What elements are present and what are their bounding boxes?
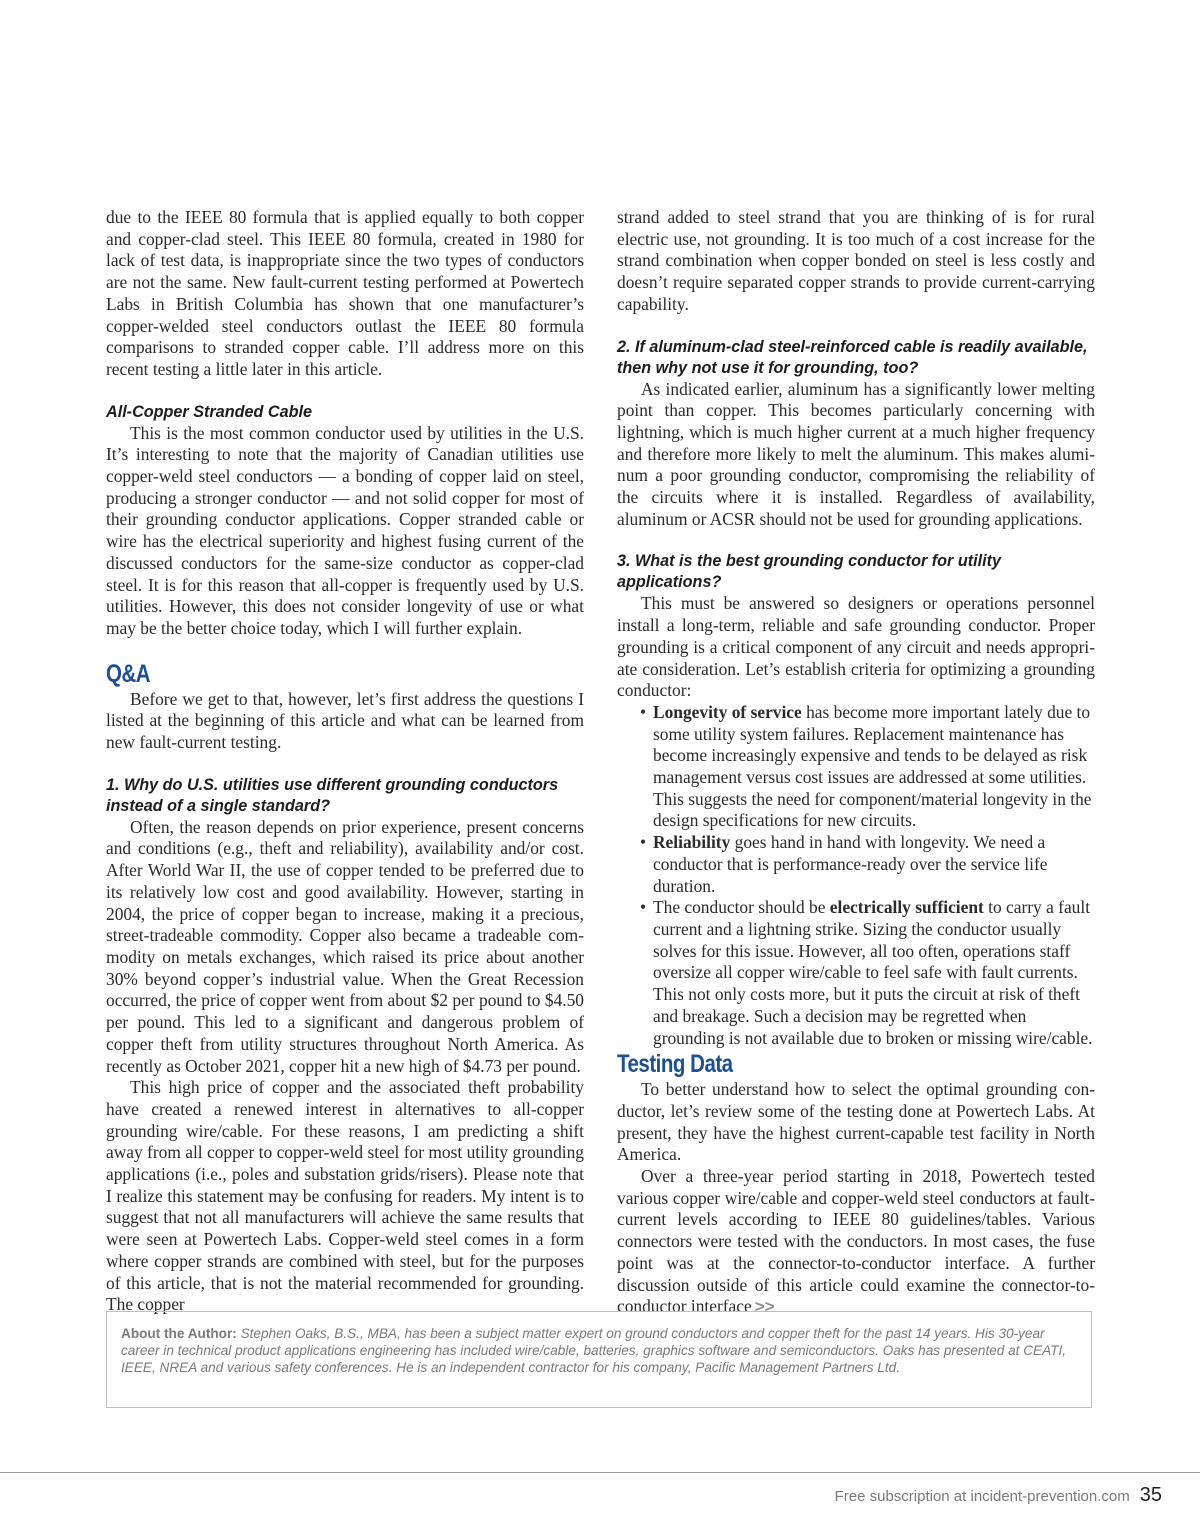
section-heading-testing-data: Testing Data (617, 1050, 733, 1079)
bullet-icon: • (640, 897, 647, 918)
left-column (106, 207, 584, 1316)
question-2-heading: 2. If aluminum-clad steel-reinforced cable is readily available, then why not use it for grounding, too? (617, 337, 1088, 377)
bullet-bold-term: electrically sufficient (829, 897, 984, 918)
body-paragraph: Over a three-year period starting in 2018, Powertech tested various copper wire/cable and copper-weld steel conductors at fault-current levels according to IEEE 80 guidelines/tables. Various connectors were tested with the conductors. In most cases, the fuse point was at the connector-to-conductor interface. A further discussion outside of this article could examine the connector-to-conductor interface >> (617, 1166, 1095, 1317)
bullet-item-reliability: • Reliability goes hand in hand with longevity. We need a conductor that is performance-ready over the service life duration. (640, 832, 1048, 896)
body-paragraph: Before we get to that, however, let’s first address the questions I listed at the beginning of this article and what can be learned from new fault-current testing. (106, 688, 584, 753)
bullet-item-electrically-sufficient: • The conductor should be electrically sufficient to carry a fault current and a lightning strike. Sizing the conductor usually solves for this issue. However, all too often, operations staff oversize all copper wire/cable to feel safe with fault currents. This not only costs more, but it puts the circuit at risk of theft and breakage. Such a decision may be regretted when grounding is not available due to broken or missing wire/cable. (640, 897, 1093, 1048)
about-the-author-box (106, 1311, 1092, 1408)
body-paragraph: This must be answered so designers or operations personnel install a long-term, reliable and safe grounding conductor. Proper grounding is a critical component of any circuit and needs appropriate consideration. Let’s establish criteria for optimizing a grounding conductor: (617, 593, 1095, 701)
bullet-bold-term: Reliability (653, 832, 731, 853)
body-paragraph: This is the most common conductor used by utilities in the U.S. It’s interesting to note that the majority of Canadian utilities use copper-weld steel conductors — a bonding of copper laid on steel, producing a stronger conductor — and not solid copper for most of their grounding conductor applications. Copper stranded cable or wire has the electrical superiority and highest fusing current of the discussed conductors for the same-size conductor as copper-clad steel. It is for this reason that all-copper is frequently used by U.S. utilities. However, this does not consider longevity of use or what may be the better choice today, which I will further explain. (106, 422, 584, 638)
body-paragraph: To better understand how to select the optimal grounding conductor, let’s review some of the testing done at Powertech Labs. At present, they have the highest current-capable test facility in North America. (617, 1079, 1095, 1165)
bullet-icon: • (640, 832, 647, 853)
bullet-bold-term: Longevity of service (653, 701, 802, 722)
author-box-label: About the Author: (121, 1326, 237, 1341)
body-paragraph: strand added to steel strand that you are thinking of is for rural electric use, not grounding. It is too much of a cost increase for the strand combination when copper bonded on steel is less costly and doesn’t require separated copper strands to provide current-carrying capability. (617, 207, 1095, 314)
question-3-heading: 3. What is the best grounding conductor for utility applications? (617, 552, 1001, 592)
subscription-text: Free subscription at incident-prevention.com (834, 1488, 1130, 1505)
author-bio-text: Stephen Oaks, B.S., MBA, has been a subject matter expert on ground conductors and copper theft for the past 14 years. His 30-year career in technical product applications engineering has included wire/cable, batteries, graphics software and semiconductors. Oaks has presented at CEATI, IEEE, NREA and various safety conferences. He is an independent contractor for his company, Pacific Management Partners Ltd. (121, 1326, 1067, 1375)
page-number: 35 (1139, 1484, 1162, 1506)
criteria-bullet-list (617, 702, 1095, 1049)
right-column (617, 207, 1095, 1318)
page-footer (835, 1484, 1162, 1507)
question-1-heading: 1. Why do U.S. utilities use different grounding conductors instead of a single standard? (106, 775, 559, 815)
section-heading-qa: Q&A (106, 659, 151, 688)
body-paragraph: due to the IEEE 80 formula that is applied equally to both copper and copper-clad steel. This IEEE 80 formula, created in 1980 for lack of test data, is inappropriate since the two types of conductors are not the same. New fault-current testing performed at Powertech Labs in British Columbia has shown that one manufacturer’s copper-welded steel conductors outlast the IEEE 80 formula comparisons to stranded copper cable. I’ll address more on this recent testing a little later in this article. (106, 207, 584, 379)
body-paragraph: This high price of copper and the associated theft probability have created a renewed interest in alternatives to all-copper grounding wire/cable. For these reasons, I am predicting a shift away from all copper to copper-weld steel for most utility grounding applications (i.e., poles and substation grids/risers). Please note that I realize this statement may be confusing for readers. My intent is to suggest that not all manufacturers will achieve the same results that were seen at Powertech Labs. Copper-weld steel comes in a form where copper strands are combined with steel, but for the purposes of this article, that is not the material recommended for grounding. The copper (106, 1077, 584, 1315)
continued-arrow-icon: >> (754, 1297, 775, 1317)
bullet-item-longevity: • Longevity of service has become more important lately due to some utility system failures. Replacement maintenance has become increasingly expensive and tends to be delayed as risk management versus cost issues are addressed at some utilities. This suggests the need for component/material longevity in the design specifications for new circuits. (640, 701, 1092, 831)
footer-divider (0, 1472, 1200, 1473)
subheading-all-copper-stranded-cable: All-Copper Stranded Cable (106, 402, 312, 421)
body-paragraph: As indicated earlier, aluminum has a significantly lower melting point than copper. This becomes particularly concerning with lightning, which is much higher current at a much higher frequency and therefore more likely to melt the aluminum. This makes aluminum a poor grounding conductor, compromising the reliability of the circuits where it is installed. Regardless of availability, aluminum or ACSR should not be used for grounding applications. (617, 378, 1095, 529)
bullet-icon: • (640, 701, 647, 722)
body-paragraph: Often, the reason depends on prior experience, present concerns and conditions (e.g., theft and reliability), availability and/or cost. After World War II, the use of copper tended to be preferred due to its relatively low cost and good availability. However, starting in 2004, the price of copper began to increase, making it a precious, street-tradeable commodity. Copper also became a tradeable commodity on metals exchanges, which raised its price about another 30% beyond copper’s industrial value. When the Great Recession occurred, the price of copper went from about $2 per pound to $4.50 per pound. This led to a significant and dangerous problem of copper theft from utility structures throughout North America. As recently as October 2021, copper hit a new high of $4.73 per pound. (106, 816, 584, 1076)
